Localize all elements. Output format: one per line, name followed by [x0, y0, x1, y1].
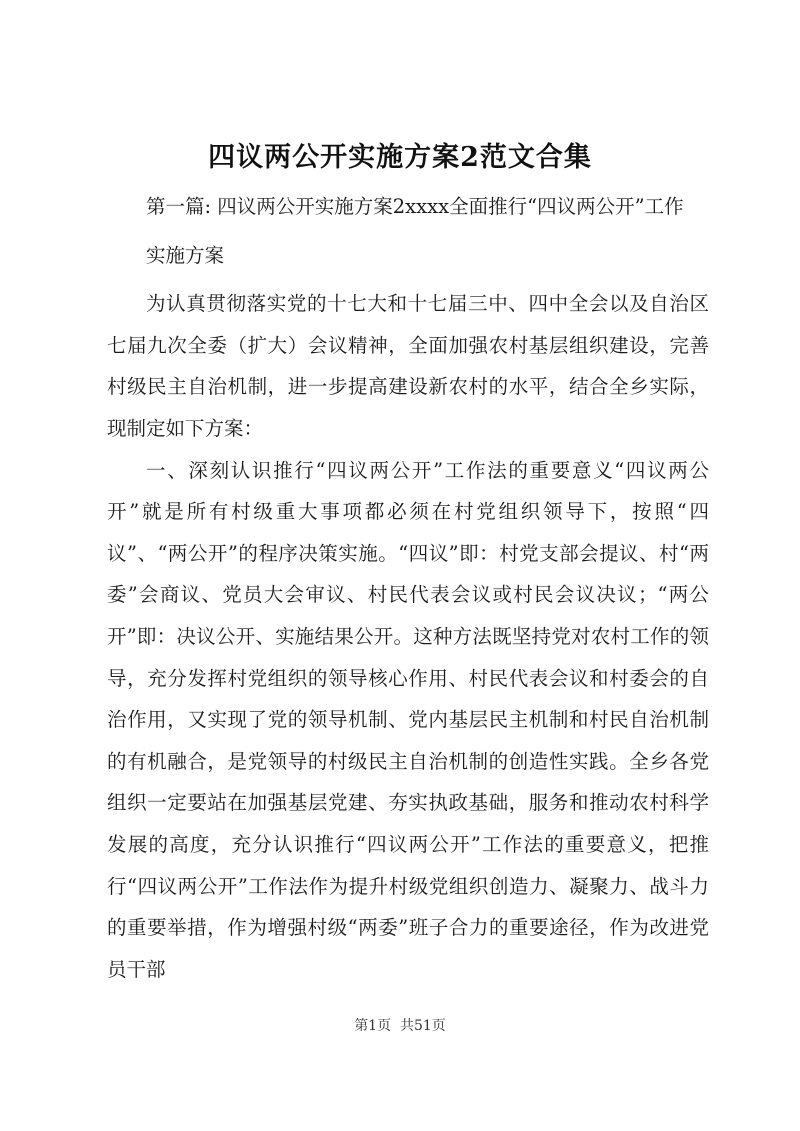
paragraph-subheading: 实施方案 — [146, 243, 225, 267]
page-footer — [0, 1016, 800, 1036]
paragraph-intro: 为认真贯彻落实党的十七大和十七届三中、四中全会以及自治区七届九次全委（扩大）会议精神，全面加强农村基层组织建设，完善村级民主自治机制，进一步提高建设新农村的水平，结合全乡实际，现制定如下方案： — [107, 292, 709, 440]
paragraph-section-one: 一、深刻认识推行“四议两公开”工作法的重要意义“四议两公开”就是所有村级重大事项都必须在村党组织领导下，按照“四议”、“两公开”的程序决策实施。“四议”即：村党支部会提议、村“两委”会商议、党员大会审议、村民代表会议或村民会议决议；“两公开”即：决议公开、实施结果公开。这种方法既坚持党对农村工作的领导，充分发挥村党组织的领导核心作用、村民代表会议和村委会的自治作用，又实现了党的领导机制、党内基层民主机制和村民自治机制的有机融合，是党领导的村级民主自治机制的创造性实践。全乡各党组织一定要站在加强基层党建、夯实执政基础，服务和推动农村科学发展的高度，充分认识推行“四议两公开”工作法的重要意义，把推行“四议两公开”工作法作为提升村级党组织创造力、凝聚力、战斗力的重要举措，作为增强村级“两委”班子合力的重要途径，作为改进党员干部 — [107, 458, 709, 981]
paragraph-section-heading: 第一篇: 四议两公开实施方案2xxxx全面推行“四议两公开”工作 — [146, 195, 684, 218]
document-body — [107, 186, 709, 990]
document-title: 四议两公开实施方案2范文合集 — [208, 142, 592, 173]
page-number: 第1页 共51页 — [354, 1018, 446, 1034]
